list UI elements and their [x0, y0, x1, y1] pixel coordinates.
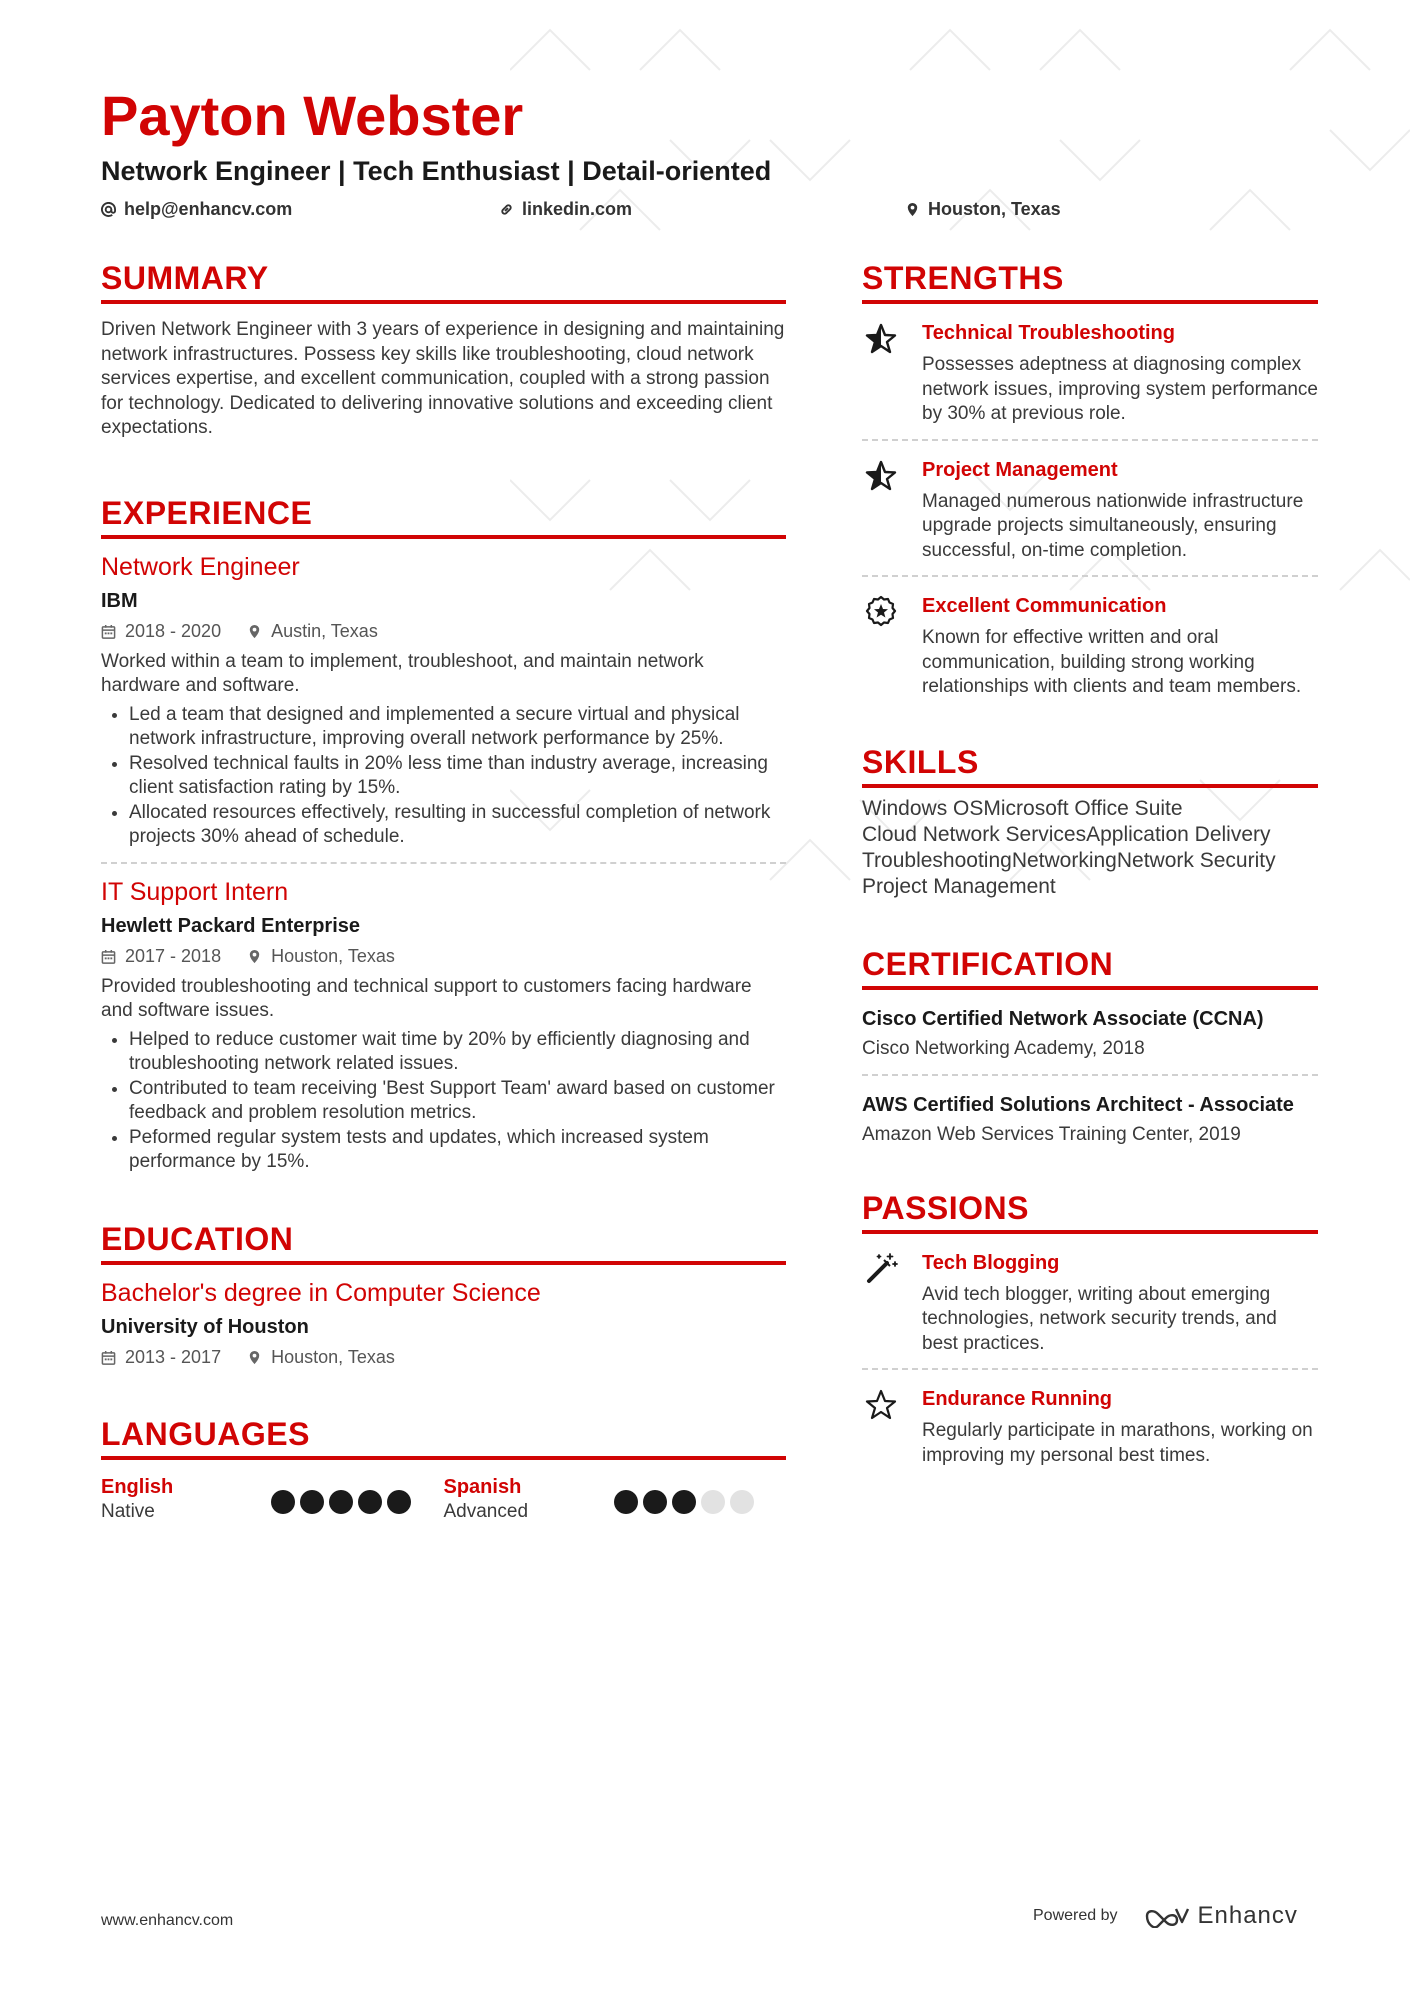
email-text: help@enhancv.com [124, 199, 293, 219]
job-role: IT Support Intern [101, 877, 289, 906]
contact-row [101, 195, 1321, 225]
passions-heading: PASSIONS [862, 1188, 1318, 1234]
skills-line: Cloud Network ServicesApplication Delivery [862, 822, 1271, 846]
link-icon [499, 202, 514, 217]
job-bullet: • Peformed regular system tests and updates, which increased system performance by 15%. [129, 1126, 786, 1175]
job-dates-text: 2017 - 2018 [125, 945, 222, 966]
strength-title: Project Management [922, 458, 1118, 481]
strength-description: Managed numerous nationwide infrastructure upgrade projects simultaneously, ensuring successful, on-time completion. [922, 490, 1304, 561]
map-pin-icon [247, 949, 262, 964]
strength-icon-wrap [862, 322, 900, 427]
education-section [101, 1219, 786, 1368]
job-description: Worked within a team to implement, troubleshoot, and maintain network hardware and software. [101, 650, 704, 696]
job-location [247, 621, 378, 642]
candidate-name: Payton Webster [101, 84, 524, 147]
divider [101, 862, 786, 864]
strengths-heading: STRENGTHS [862, 258, 1318, 304]
passion-item [862, 1388, 1318, 1468]
skills-heading: SKILLS [862, 742, 1318, 788]
map-pin-icon [247, 1350, 262, 1365]
passion-description: Avid tech blogger, writing about emerging technologies, network security trends, and best practices. [922, 1283, 1277, 1354]
strength-item [862, 595, 1318, 700]
job-bullets [101, 703, 786, 850]
strength-body [922, 595, 1318, 700]
languages-row [101, 1476, 786, 1523]
strength-icon-wrap [862, 595, 900, 700]
divider [862, 1074, 1318, 1076]
strength-title: Technical Troubleshooting [922, 322, 1175, 344]
strength-icon-wrap [862, 459, 900, 564]
job-bullet: • Led a team that designed and implemented a secure virtual and physical network infrastructure, improving overall network performance by 25%. [129, 703, 786, 752]
location-contact [905, 199, 1061, 220]
divider [862, 1368, 1318, 1370]
email-contact[interactable] [101, 199, 292, 220]
divider [862, 439, 1318, 441]
divider [862, 575, 1318, 577]
enhancv-logo[interactable] [1144, 1902, 1298, 1930]
certification-section [862, 944, 1318, 1146]
languages-heading: LANGUAGES [101, 1414, 786, 1460]
strength-body [922, 322, 1318, 427]
strength-description: Known for effective written and oral communication, building strong working relationships with clients and team members. [922, 627, 1302, 697]
rating-dot-empty [701, 1490, 725, 1514]
calendar-icon [101, 1350, 116, 1365]
education-location [247, 1347, 395, 1368]
passion-body [922, 1252, 1318, 1357]
job-bullet: • Contributed to team receiving 'Best Support Team' award based on customer feedback and problem resolution metrics. [129, 1077, 786, 1126]
at-icon [101, 202, 116, 217]
skills-line: Project Management [862, 874, 1056, 898]
job-dates-text: 2018 - 2020 [125, 620, 222, 641]
experience-heading: EXPERIENCE [101, 493, 786, 539]
magic-wand-icon [864, 1252, 898, 1286]
job-role: Network Engineer [101, 552, 300, 581]
education-location-text: Houston, Texas [271, 1346, 395, 1367]
education-heading: EDUCATION [101, 1219, 786, 1265]
job-bullets [101, 1028, 786, 1175]
enhancv-logo-icon [1144, 1904, 1190, 1928]
job-bullet: • Allocated resources effectively, resulting in successful completion of network projects 30% ahead of schedule. [129, 801, 786, 850]
job-dates [101, 621, 221, 642]
passion-title: Tech Blogging [922, 1251, 1060, 1274]
job-bullet: • Resolved technical faults in 20% less time than industry average, increasing client satisfaction rating by 15%. [129, 752, 786, 801]
calendar-icon [101, 949, 116, 964]
languages-section [101, 1414, 786, 1523]
candidate-tagline: Network Engineer | Tech Enthusiast | Detail-oriented [101, 156, 772, 186]
strength-item [862, 459, 1318, 564]
language-item [444, 1476, 787, 1523]
skills-section [862, 742, 1318, 900]
passion-item [862, 1252, 1318, 1357]
job-company: IBM [101, 589, 138, 612]
footer-branding [1033, 1902, 1298, 1930]
rating-dot-filled [614, 1490, 638, 1514]
linkedin-text: linkedin.com [522, 199, 633, 219]
strengths-section [862, 258, 1318, 700]
job-meta [101, 946, 786, 967]
skills-line: Windows OSMicrosoft Office Suite [862, 796, 1183, 820]
job-company: Hewlett Packard Enterprise [101, 914, 360, 937]
star-half-icon [864, 322, 898, 356]
passions-section [862, 1188, 1318, 1469]
job-location-text: Austin, Texas [271, 620, 378, 641]
rating-dot-filled [672, 1490, 696, 1514]
certification-name: AWS Certified Solutions Architect - Associate [862, 1093, 1294, 1116]
job-location-text: Houston, Texas [271, 945, 395, 966]
brand-name: Enhancv [1197, 1902, 1298, 1929]
rating-dot-filled [300, 1490, 324, 1514]
language-name: Spanish [443, 1475, 522, 1498]
rating-dot-empty [730, 1490, 754, 1514]
education-dates [101, 1347, 221, 1368]
rating-dot-filled [271, 1490, 295, 1514]
footer-website[interactable]: www.enhancv.com [101, 1912, 234, 1929]
star-outline-icon [864, 1388, 898, 1422]
job-bullet: • Helped to reduce customer wait time by 20% by efficiently diagnosing and troubleshooting network related issues. [129, 1028, 786, 1077]
strength-title: Excellent Communication [922, 595, 1167, 617]
job-location [247, 946, 395, 967]
certification-issuer: Cisco Networking Academy, 2018 [862, 1037, 1145, 1059]
rating-dot-filled [387, 1490, 411, 1514]
job-dates [101, 946, 221, 967]
star-half-icon [864, 459, 898, 493]
language-name: English [101, 1475, 174, 1498]
strength-item [862, 322, 1318, 427]
certification-name: Cisco Certified Network Associate (CCNA) [862, 1007, 1264, 1030]
rating-dot-filled [643, 1490, 667, 1514]
language-rating [614, 1490, 754, 1514]
skills-list [862, 796, 1318, 900]
certification-issuer: Amazon Web Services Training Center, 2019 [862, 1123, 1241, 1145]
summary-section [101, 258, 786, 441]
right-column [862, 258, 1318, 1518]
calendar-icon [101, 624, 116, 639]
left-column [101, 258, 786, 1573]
language-text [101, 1476, 271, 1523]
experience-section [101, 493, 786, 1175]
powered-by-text: Powered by [1033, 1907, 1118, 1924]
resume-header [101, 82, 1321, 225]
language-rating [271, 1490, 411, 1514]
strength-description: Possesses adeptness at diagnosing complex network issues, improving system performance by 30% at previous role. [922, 354, 1318, 424]
skills-line: TroubleshootingNetworkingNetwork Security [862, 848, 1276, 872]
language-level: Advanced [443, 1500, 529, 1522]
job-description: Provided troubleshooting and technical support to customers facing hardware and software issues. [101, 975, 752, 1021]
passion-body [922, 1388, 1318, 1468]
passion-description: Regularly participate in marathons, working on improving my personal best times. [922, 1420, 1313, 1466]
job-entry [101, 878, 786, 1175]
passion-icon-wrap [862, 1388, 900, 1468]
education-degree: Bachelor's degree in Computer Science [101, 1278, 541, 1307]
job-meta [101, 621, 786, 642]
education-dates-text: 2013 - 2017 [125, 1346, 222, 1367]
map-pin-icon [905, 202, 920, 217]
language-item [101, 1476, 444, 1523]
education-meta [101, 1347, 786, 1368]
passion-icon-wrap [862, 1252, 900, 1357]
location-text: Houston, Texas [928, 199, 1061, 219]
rating-dot-filled [329, 1490, 353, 1514]
language-text [444, 1476, 614, 1523]
linkedin-contact[interactable] [499, 199, 632, 220]
passion-title: Endurance Running [922, 1388, 1112, 1410]
job-entry [101, 553, 786, 850]
award-icon [864, 595, 898, 629]
summary-heading: SUMMARY [101, 258, 786, 304]
map-pin-icon [247, 624, 262, 639]
language-level: Native [101, 1500, 155, 1522]
certification-heading: CERTIFICATION [862, 944, 1318, 990]
rating-dot-filled [358, 1490, 382, 1514]
education-school: University of Houston [101, 1315, 309, 1338]
strength-body [922, 459, 1318, 564]
summary-text: Driven Network Engineer with 3 years of experience in designing and maintaining network infrastructures. Possess key skills like troubleshooting, cloud network services expertise, and excellent communication, coupled with a strong passion for technology. Dedicated to delivering innovative solutions and exceeding client expectations. [101, 319, 785, 438]
